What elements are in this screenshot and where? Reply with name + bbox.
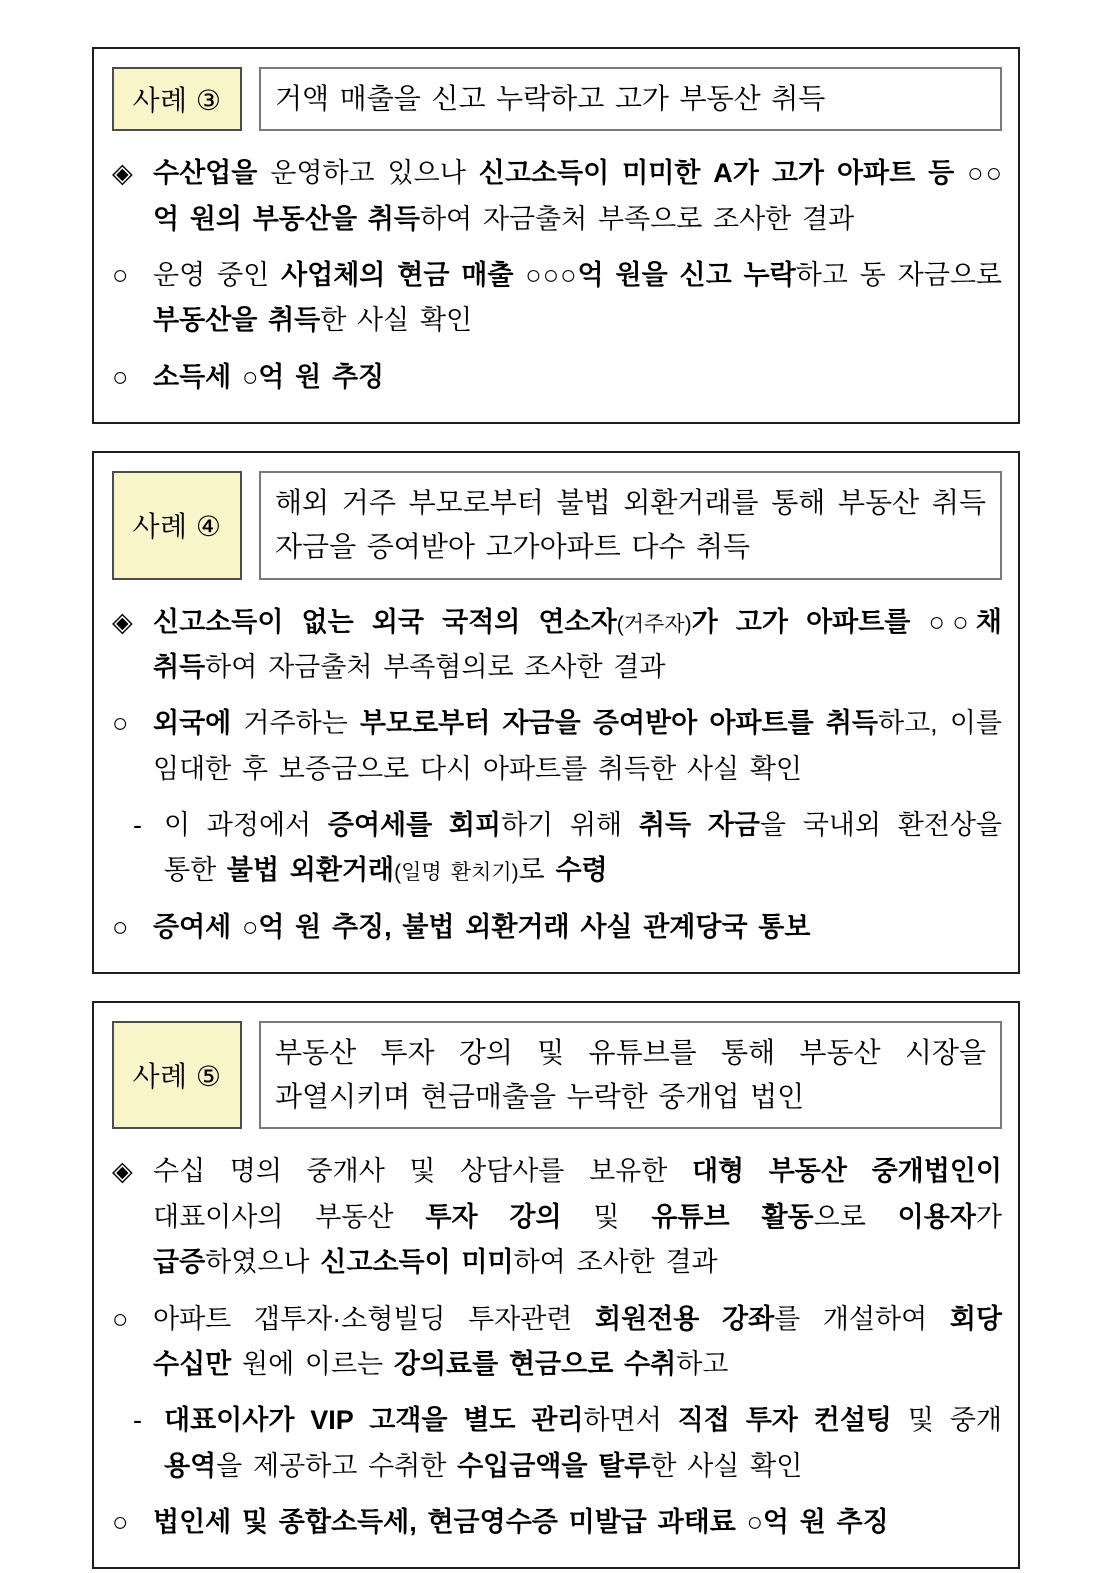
text-segment: 를 개설하여	[774, 1303, 950, 1334]
text-segment: 하기 위해	[501, 809, 639, 840]
text-segment: 직접 투자 컨설팅	[677, 1405, 892, 1436]
case-body	[112, 1149, 1002, 1545]
text-segment: 용역	[164, 1450, 217, 1481]
text-segment: 증여세 ○억 원 추징, 불법 외환거래 사실 관계당국 통보	[153, 911, 811, 942]
text-segment: 회원전용 강좌	[595, 1303, 775, 1334]
text-segment: 아파트 갭투자·소형빌딩 투자관련	[153, 1303, 596, 1334]
case-title-box	[259, 1021, 1002, 1129]
circle-bullet-icon: ○	[112, 911, 129, 942]
case-paragraph	[112, 151, 1002, 242]
text-segment: (일명 환치기)	[394, 861, 519, 885]
text-segment: 취득 자금	[638, 809, 760, 840]
paragraph-text	[153, 253, 1002, 344]
paragraph-text	[153, 1297, 1002, 1388]
text-segment: 외국에	[153, 708, 232, 739]
case-title-box	[259, 67, 1002, 131]
text-segment: 회당 수십만	[153, 1303, 1002, 1379]
circle-bullet-icon: ○	[112, 361, 129, 392]
case-paragraph	[112, 1398, 1002, 1489]
dash-bullet-icon: -	[133, 809, 142, 840]
case-body	[112, 151, 1002, 400]
paragraph-text	[153, 905, 1002, 950]
text-segment: 하였으나	[205, 1247, 321, 1278]
text-segment: 하고	[676, 1348, 729, 1379]
circle-bullet-icon: ○	[112, 259, 129, 290]
case-box-3	[92, 47, 1020, 424]
case-paragraph	[112, 253, 1002, 344]
text-segment: 하여 자금출처 부족으로 조사한 결과	[419, 203, 855, 234]
case-label-badge	[112, 1021, 242, 1129]
dash-bullet-icon: -	[133, 1405, 142, 1436]
text-segment: 강의료를 현금으로 수취	[393, 1348, 677, 1379]
text-segment: 이 과정에서	[164, 809, 328, 840]
text-segment: 하고, 이를 임대한 후 보증금으로 다시 아파트를 취득한 사실 확인	[153, 708, 1003, 784]
case-paragraph	[112, 600, 1002, 691]
paragraph-text	[164, 803, 1002, 894]
paragraph-text	[153, 1500, 1002, 1545]
diamond-bullet-icon: ◈	[112, 158, 133, 189]
text-segment: 하고 동 자금으로	[795, 259, 1002, 290]
case-paragraph	[112, 1149, 1002, 1285]
text-segment: 가 고가 아파트를 ○○채 취득	[153, 606, 1002, 682]
text-segment: 을 제공하고 수취한	[216, 1450, 458, 1481]
text-segment: 신고소득이 미미	[320, 1247, 514, 1278]
text-segment: 유튜브 활동	[651, 1201, 814, 1232]
text-segment: 로	[518, 855, 556, 886]
paragraph-text	[153, 1149, 1002, 1285]
case-box-4	[92, 451, 1020, 974]
case-body	[112, 600, 1002, 951]
text-segment: 대형 부동산 중개법인이	[691, 1156, 1002, 1187]
text-segment: 하면서	[583, 1405, 678, 1436]
text-segment: 증여세를 회피	[327, 809, 502, 840]
case-header	[112, 1021, 1002, 1129]
case-header	[112, 67, 1002, 131]
text-segment: 신고소득이 미미한 A가 고가 아파트 등 ○○억 원의 부동산을 취득	[153, 158, 1002, 234]
text-segment: 원에 이르는	[231, 1348, 394, 1379]
text-segment: 대표이사가 VIP 고객을 별도 관리	[164, 1405, 584, 1436]
text-segment: 하여 조사한 결과	[513, 1247, 718, 1278]
text-segment: 수십 명의 중개사 및 상담사를 보유한	[153, 1156, 692, 1187]
case-label-text: 사례 ⑤	[132, 1061, 222, 1093]
text-segment: 소득세 ○억 원 추징	[153, 361, 385, 392]
case-header	[112, 471, 1002, 579]
diamond-bullet-icon: ◈	[112, 606, 133, 637]
text-segment: 부동산을 취득	[153, 305, 321, 336]
text-segment: 사업체의 현금 매출 ○○○억 원을 신고 누락	[281, 259, 796, 290]
paragraph-text	[153, 701, 1002, 792]
text-segment: 및 중개	[891, 1405, 1002, 1436]
text-segment: 을 국내외 환전상을 통한	[164, 809, 1003, 886]
paragraph-text	[153, 151, 1002, 242]
text-segment: 수산업을	[153, 158, 258, 189]
diamond-bullet-icon: ◈	[112, 1156, 133, 1187]
text-segment: (거주자)	[616, 612, 692, 636]
text-segment: 운영 중인	[153, 259, 282, 290]
case-paragraph	[112, 905, 1002, 950]
text-segment: 급증	[153, 1247, 206, 1278]
case-title-text: 부동산 투자 강의 및 유튜브를 통해 부동산 시장을 과열시키며 현금매출을 누락한 중개업 법인	[275, 1037, 986, 1113]
text-segment: 수령	[555, 855, 608, 886]
text-segment: 부모로부터 자금을 증여받아 아파트를 취득	[359, 708, 879, 739]
case-box-5	[92, 1001, 1020, 1569]
paragraph-text	[153, 600, 1002, 691]
text-segment: 법인세 및 종합소득세, 현금영수증 미발급 과태료 ○억 원 추징	[153, 1507, 889, 1537]
text-segment: 하여 자금출처 부족혐의로 조사한 결과	[205, 651, 666, 682]
case-label-text: 사례 ③	[132, 85, 222, 117]
text-segment: 운영하고 있으나	[257, 158, 479, 189]
case-label-badge	[112, 67, 242, 131]
case-title-text: 해외 거주 부모로부터 불법 외환거래를 통해 부동산 취득 자금을 증여받아 고가아파트 다수 취득	[275, 487, 986, 563]
case-label-text: 사례 ④	[132, 511, 222, 543]
text-segment: 투자 강의	[425, 1201, 562, 1232]
text-segment: 거주하는	[231, 708, 360, 739]
case-paragraph	[112, 355, 1002, 400]
text-segment: 대표이사의 부동산	[153, 1201, 426, 1232]
case-label-badge	[112, 471, 242, 579]
circle-bullet-icon: ○	[112, 708, 129, 739]
text-segment: 한 사실 확인	[320, 305, 473, 336]
text-segment: 및	[561, 1201, 652, 1232]
text-segment: 한 사실 확인	[650, 1450, 803, 1481]
text-segment: 신고소득이 없는 외국 국적의 연소자	[153, 606, 617, 637]
text-segment: 불법 외환거래	[226, 855, 395, 886]
text-segment: 수입금액을 탈루	[457, 1450, 651, 1481]
text-segment: 가	[975, 1201, 1002, 1232]
case-paragraph	[112, 1500, 1002, 1545]
case-title-box	[259, 471, 1002, 579]
text-segment: 이용자	[897, 1201, 976, 1232]
case-paragraph	[112, 701, 1002, 792]
paragraph-text	[153, 355, 1002, 400]
circle-bullet-icon: ○	[112, 1303, 129, 1334]
case-paragraph	[112, 1297, 1002, 1388]
text-segment: 으로	[813, 1201, 898, 1232]
case-paragraph	[112, 803, 1002, 894]
circle-bullet-icon: ○	[112, 1507, 129, 1537]
paragraph-text	[164, 1398, 1002, 1489]
case-title-text: 거액 매출을 신고 누락하고 고가 부동산 취득	[275, 83, 826, 114]
